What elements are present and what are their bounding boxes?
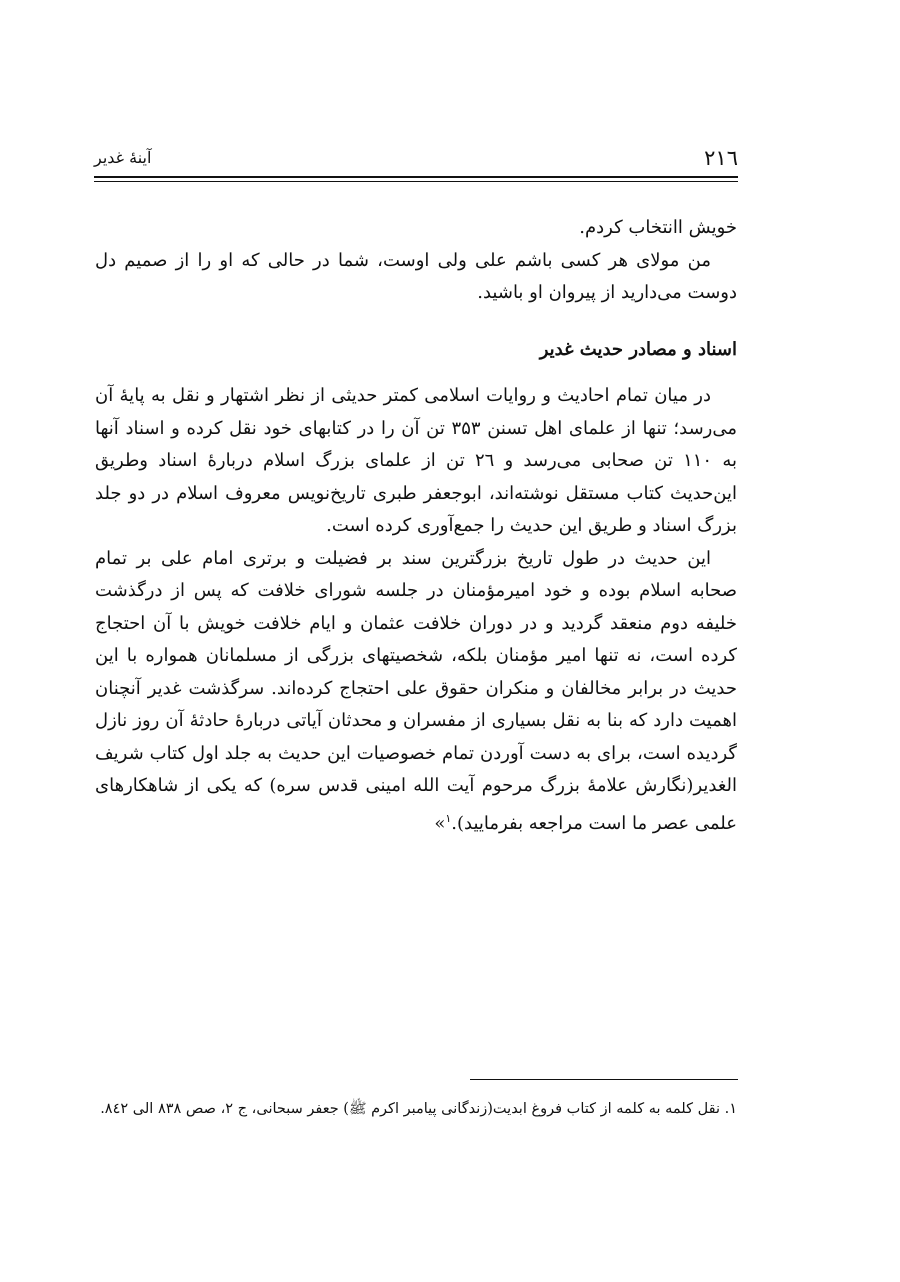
paragraph: در میان تمام احادیث و روایات اسلامی کمتر حدیثی از نظر اشتهار و نقل به پایهٔ آن می‌رسد؛ تنها از علمای اهل تسنن ۳۵۳ تن آن را در کتابهای خود نقل کرده و اسناد آنها به ۱۱۰ تن صحابی می‌رسد و ٢٦ تن از علمای بزرگ اسلام دربارهٔ اسناد وطریق این‌حدیث کتاب مستقل نوشته‌اند، ابوجعفر طبری تاریخ‌نویس معروف اسلام در دو جلد بزرگ اسناد و طریق این حدیث را جمع‌آوری کرده است. [95,385,737,536]
paragraph [95,543,737,841]
footnote [95,1096,737,1123]
page-number: ۲۱٦ [704,146,738,170]
header-rule-thin [94,181,738,182]
header-rule-thick [94,176,738,178]
paragraph-continued: خویش اانتخاب کردم. [579,217,737,238]
paragraph-quote: من مولای هر کسی باشم علی ولی اوست، شما در حالی که او را از صمیم دل دوست می‌دارید از پیروان او باشید. [95,249,737,303]
running-title: آینهٔ غدیر [94,148,152,167]
footnote-separator [470,1079,738,1080]
section-heading: اسناد و مصادر حدیث غدیر [539,338,737,360]
main-text [95,212,737,840]
paragraph-text: این حدیث در طول تاریخ بزرگترین سند بر فضیلت و برتری امام علی بر تمام صحابه اسلام بوده و خود امیرمؤمنان در جلسه شورای خلافت که پس از درگذشت خلیفه دوم منعقد گردید و در دوران خلافت عثمان و ایام خلافت خویش با آن احتجاج کرده است، نه تنها امیر مؤمنان بلکه، شخصیتهای بزرگی از مسلمانان همواره با این حدیث در برابر مخالفان و منکران حقوق علی احتجاج کرده‌اند. سرگذشت غدیر آنچنان اهمیت دارد که بنا به نقل بسیاری از مفسران و محدثان آیاتی دربارهٔ حادثهٔ آن روز نازل گردیده است، برای به دست آوردن تمام خصوصیات این حدیث به جلد اول کتاب شریف الغدیر(نگارش علامهٔ بزرگ مرحوم آیت الله امینی قدس سره) که یکی از شاهکارهای علمی عصر ما است مراجعه بفرمایید). [95,547,737,834]
closing-quote: » [434,812,446,834]
footnote-text: ۱. نقل کلمه به کلمه از کتاب فروغ ابدیت(زندگانی پیامبر اکرم ﷺ) جعفر سبحانی، ج ۲، صص ۸۳۸ الی ۸٤۲. [100,1101,737,1117]
footnote-marker: ۱ [445,811,452,825]
page-header [94,146,738,176]
